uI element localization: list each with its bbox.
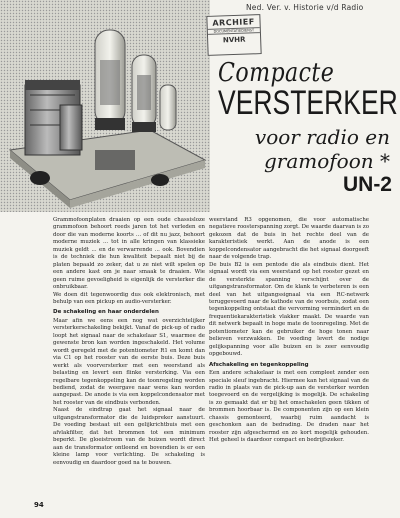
title-sub-2: gramofoon * <box>263 149 390 173</box>
page-number: 94 <box>34 501 44 509</box>
title-model: UN-2 <box>342 173 392 196</box>
stamp-nvhr: NVHR <box>222 35 246 45</box>
article-title-block <box>218 58 396 197</box>
left-para-4: Naast de eindtrap gaat het signaal naar de uitgangstransformator die de luidspreker aanstuurt. De voeding bestaat uit een gelijkrichtbuis met een afvlakfilter, dat het brommen tot een minimum beperkt. De gloeistroom van de buizen wordt direct aan de transformator ontleend en bovendien is er een kleine lamp voor verlichting. De schakeling is eenvoudig en daardoor goed na te bouwen. <box>53 407 205 466</box>
right-column <box>209 217 369 507</box>
left-para-1: Grammofoonplaten draaien op een oude chassisloze grammofoon behoort reeds jaren tot het verleden en door die van moderne koorts ... of dit nu jazz, behoort moderne muziek ... tot in alle kringen van klassieke muziek geldt ... en de verwarrende ... ook. Bovendien is de techniek die hun kwaliteit bepaalt niet bij de platen bepaald zo zeker, dat u ze niet wilt spelen op een andere kast om je naar smaak te draaien. Wie geen ruime gevoeligheid is eigenlijk de versterker die onbruikbaar. <box>53 217 205 291</box>
stamp-doc: DOCUMENTATIEDIENST <box>208 27 260 35</box>
right-heading-1: Afschakeling en tegenkoppeling <box>209 361 309 368</box>
left-para-2: We doen dit tegenwoordig dus ook elektronisch, met behulp van een pickup en audio-versterker. <box>53 291 205 305</box>
title-main: VERSTERKER <box>218 84 398 122</box>
right-para-1: weerstand R3 opgenomen, die voor automatische negatieve roosterspanning zorgt. De waarde daarvan is zo gekozen dat de buis in het rechte deel van de karakteristiek werkt. Aan de anode is een koppelcondensator aangebracht die het signaal doorgeeft naar de volgende trap. <box>209 217 369 261</box>
left-para-3: Maar afin we eens een nog wat overzichtelijker versterkerschakeling bekijkt. Vanaf de pick-up of radio loopt het signaal naar de schakelaar S1, waarmee de gewenste bron kan worden ingeschakeld. Het volume wordt geregeld met de potentiometer R1 en komt dan via C1 op het rooster van de eerste buis. Deze buis werkt als voorversterker met een weerstand als belasting en levert een flinke versterking. Via een regelbare tegenkoppeling kan de toonregeling worden bediend, zodat de weergave naar wens kan worden aangepast. De anode is via een koppelcondensator met het rooster van de eindbuis verbonden. <box>53 317 205 406</box>
title-compacte: Compacte <box>218 58 335 88</box>
title-sub-1: voor radio en <box>254 125 390 149</box>
right-para-2: De buis B2 is een pentode die als eindbuis dient. Het signaal wordt via een weerstand op het rooster gezet en de versterkte spanning verschijnt over de uitgangstransformator. Om de klank te verbeteren is een deel van het uitgangssignaal via een RC-netwerk teruggevoerd naar de kathode van de voorbuis, zodat een tegenkoppeling ontstaat die vervorming vermindert en de frequentiekarakteristiek vlakker maakt. De waarde van dit netwerk bepaalt in hoge mate de toonregeling. Met de potentiometer kan de gebruiker de hoge tonen naar believen verzwakken. De voeding levert de nodige gelijkspanning voor alle buizen en is zeer eenvoudig opgebouwd. <box>209 261 369 358</box>
amplifier-photo <box>0 0 210 212</box>
left-column <box>53 217 205 507</box>
stamp-archive: ARCHIEF <box>212 17 255 28</box>
left-heading-1: De schakeling en haar onderdelen <box>53 309 159 316</box>
society-header: Ned. Ver. v. Historie v/d Radio <box>246 3 364 12</box>
right-para-3: Een andere schakelaar is met een compleet zender een speciale sleuf ingebracht. Hiermee kan het signaal van de radio in plaats van de pick-up aan de versterker worden toegevoerd en de vergelijking is mogelijk. De schakeling is zo gemaakt dat er bij het omschakelen geen tikken of brommen hoorbaar is. De componenten zijn op een klein chassis gemonteerd, waarbij ruim aandacht is geschonken aan de bedrading. De draden naar het rooster zijn afgeschermd en zo kort mogelijk gehouden. Het geheel is daardoor compact en bedrijfszeker. <box>209 370 369 444</box>
archive-stamp <box>206 14 261 56</box>
